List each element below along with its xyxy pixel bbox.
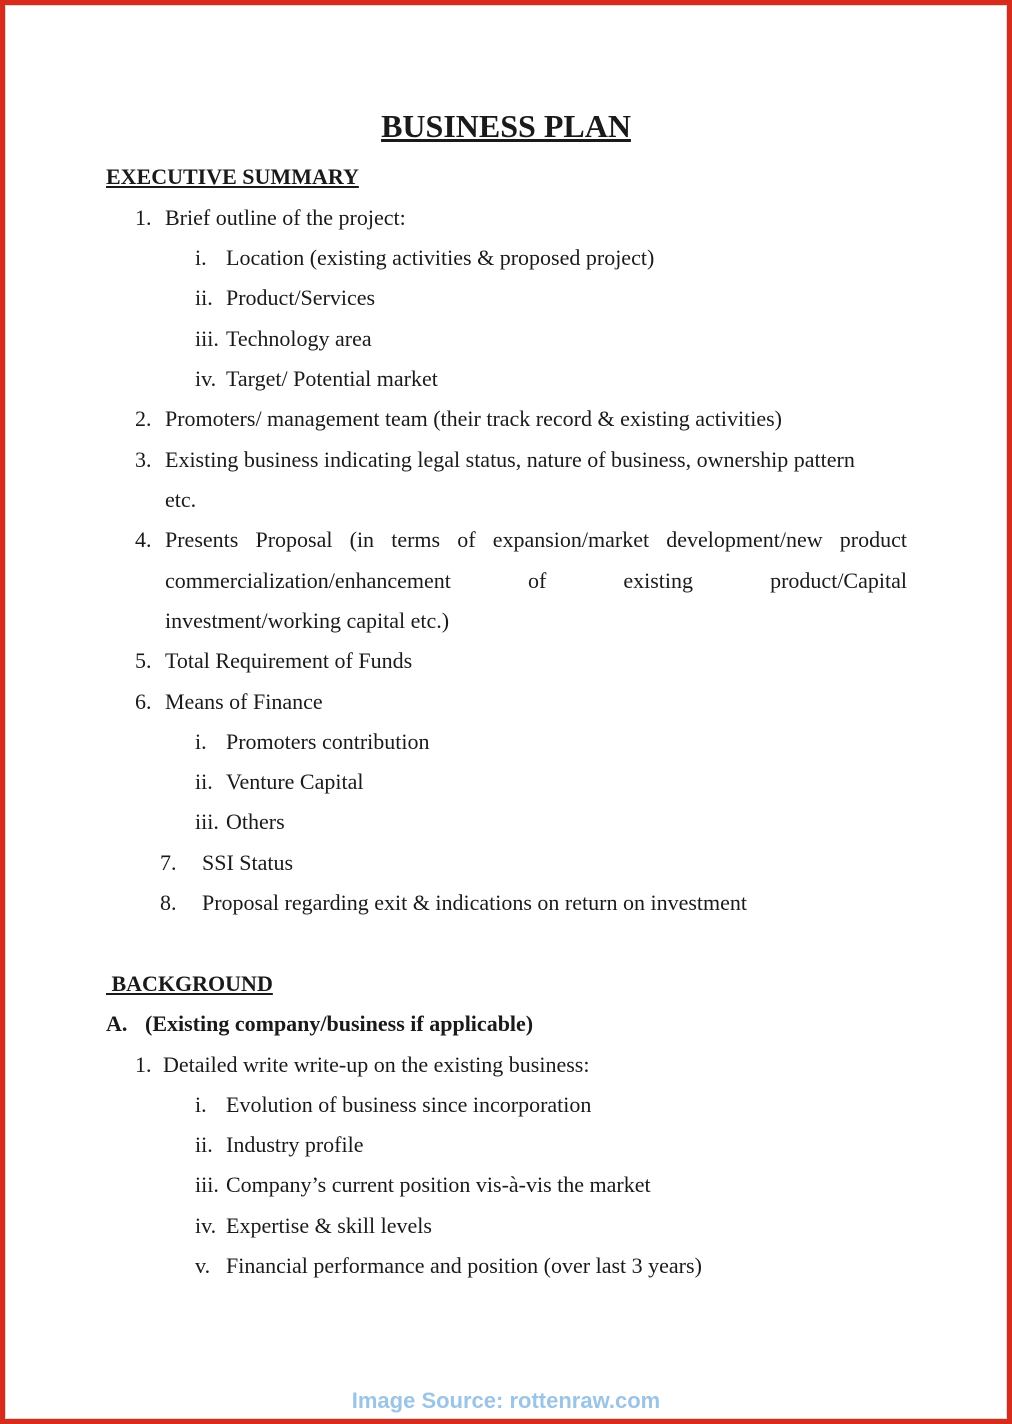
sub-list-item: Location (existing activities & proposed project): [226, 245, 655, 270]
sub-list-item: Technology area: [226, 326, 372, 351]
sub-list-number: iii.: [195, 1172, 219, 1197]
executive-summary-heading: EXECUTIVE SUMMARY: [106, 164, 359, 189]
image-source-watermark: Image Source: rottenraw.com: [351, 1388, 661, 1413]
sub-list-item: Target/ Potential market: [226, 366, 438, 391]
list-number: 3.: [135, 447, 152, 472]
sub-list-item: Others: [226, 809, 285, 834]
list-item: Total Requirement of Funds: [165, 648, 413, 673]
list-item: Detailed write write-up on the existing business:: [163, 1052, 590, 1077]
sub-list-item: Evolution of business since incorporation: [226, 1092, 592, 1117]
list-number: 8.: [160, 890, 177, 915]
list-item-continuation: investment/working capital etc.): [165, 608, 450, 633]
sub-list-item: Company’s current position vis-à-vis the market: [226, 1172, 651, 1197]
sub-list-item: Product/Services: [226, 285, 376, 310]
word: existing: [623, 568, 694, 593]
list-item: Means of Finance: [165, 689, 323, 714]
list-item: Proposal regarding exit & indications on return on investment: [202, 890, 748, 915]
sub-list-number: i.: [195, 729, 207, 754]
list-number: 7.: [160, 850, 177, 875]
word: of: [527, 568, 547, 593]
sub-list-number: iii.: [195, 326, 219, 351]
sub-list-number: i.: [195, 245, 207, 270]
sub-list-number: ii.: [195, 285, 213, 310]
list-item: Presents Proposal (in terms of expansion/market development/new product: [165, 527, 907, 552]
list-item-continuation: etc.: [165, 487, 197, 512]
list-item: Brief outline of the project:: [165, 205, 406, 230]
background-heading-text: BACKGROUND: [111, 971, 273, 996]
list-number: 5.: [135, 648, 152, 673]
list-item-justified-line: [165, 568, 907, 594]
word: commercialization/enhancement: [165, 568, 451, 593]
list-number: 4.: [135, 527, 152, 552]
list-item: SSI Status: [202, 850, 294, 875]
sub-list-number: iv.: [195, 1213, 217, 1238]
sub-list-number: i.: [195, 1092, 207, 1117]
sub-list-number: ii.: [195, 769, 213, 794]
list-number: 1.: [135, 1052, 152, 1077]
list-number: 1.: [135, 205, 152, 230]
sub-list-item: Industry profile: [226, 1132, 364, 1157]
sub-list-item: Venture Capital: [226, 769, 364, 794]
sub-list-number: iv.: [195, 366, 217, 391]
sub-list-number: v.: [195, 1253, 211, 1278]
sub-list-item: Financial performance and position (over last 3 years): [226, 1253, 702, 1278]
list-item: Existing business indicating legal status, nature of business, ownership pattern: [165, 447, 855, 472]
sub-list-number: ii.: [195, 1132, 213, 1157]
page-frame: [5, 5, 1007, 1419]
sub-list-number: iii.: [195, 809, 219, 834]
list-item: Promoters/ management team (their track record & existing activities): [165, 406, 783, 431]
list-number: 2.: [135, 406, 152, 431]
word: product/Capital: [770, 568, 907, 593]
list-number: 6.: [135, 689, 152, 714]
sub-list-item: Expertise & skill levels: [226, 1213, 432, 1238]
sub-list-item: Promoters contribution: [226, 729, 430, 754]
page-title: BUSINESS PLAN: [381, 108, 631, 144]
section-a-title: (Existing company/business if applicable): [145, 1011, 534, 1036]
background-heading: [106, 971, 273, 997]
section-a-label: A.: [106, 1011, 128, 1036]
